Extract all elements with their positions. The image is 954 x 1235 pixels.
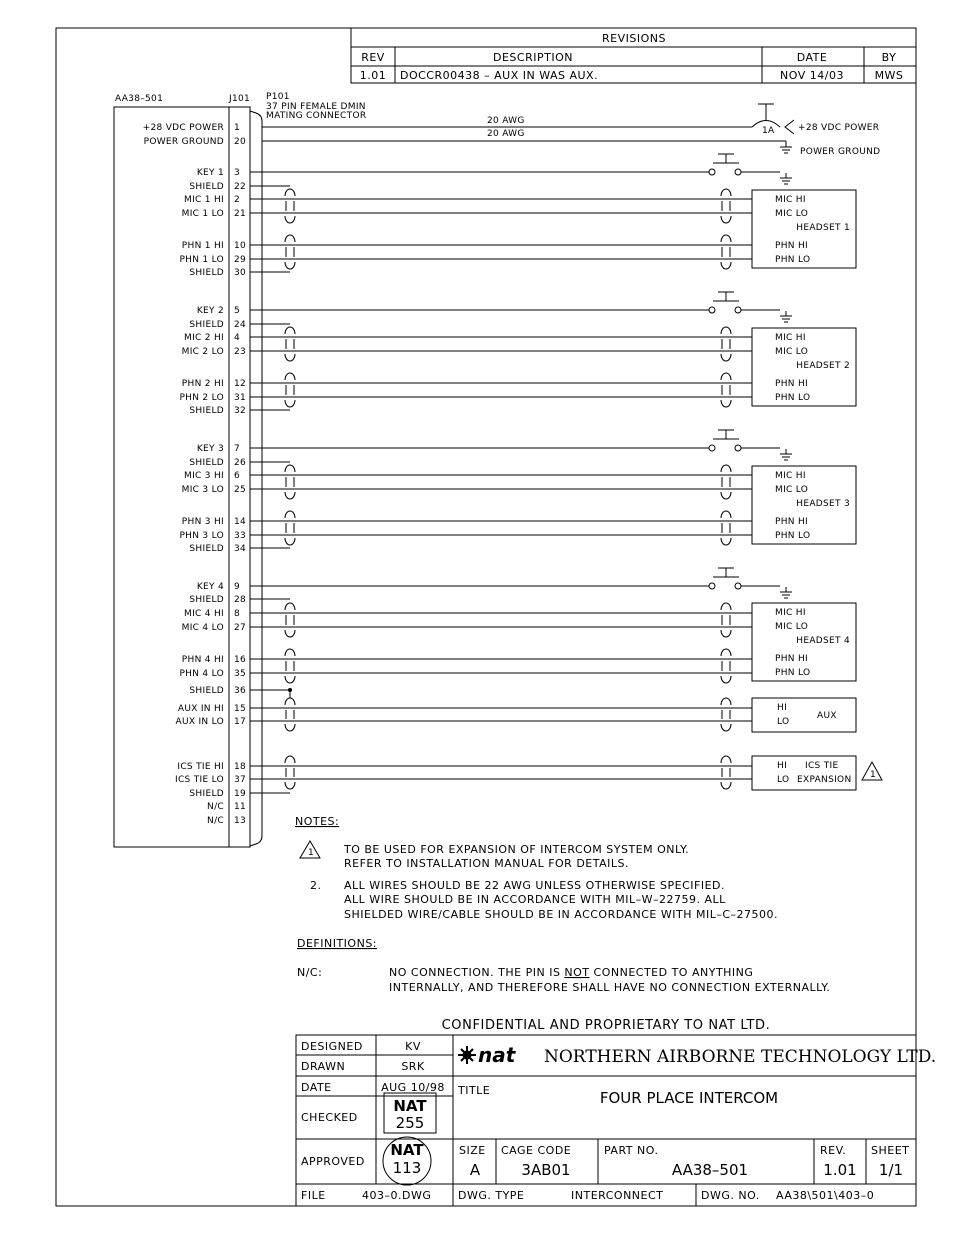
aux-name: AUX [817,711,837,721]
headset-1-phn-lo: PHN LO [775,255,811,265]
headset-2-box [752,328,856,406]
part-value: AA38–501 [671,1161,749,1179]
title-label: TITLE [458,1084,491,1097]
pin-label: SHIELD [189,458,224,468]
pin-label: PHN 2 HI [181,379,224,389]
headset-3-mic-hi: MIC HI [775,471,806,481]
pin-number: 26 [234,458,247,468]
pin-number: 15 [234,704,247,714]
pin-label: MIC 4 HI [184,609,224,619]
pin-label: KEY 4 [196,582,224,592]
revisions-title: REVISIONS [602,32,666,45]
awg-label-1: 20 AWG [487,116,525,126]
headset-4-box [752,603,856,681]
revision-date: NOV 14/03 [780,69,844,82]
pin-label: SHIELD [189,544,224,554]
unit-label: AA38–501 [115,94,164,104]
definition-term: N/C: [297,966,323,979]
pin-label: +28 VDC POWER [142,123,224,133]
file-value: 403–0.DWG [362,1189,432,1202]
nat-logo-icon [458,1046,476,1064]
note-2-line-1: ALL WIRES SHOULD BE 22 AWG UNLESS OTHERWISE SPECIFIED. [344,879,725,892]
size-value: A [469,1161,481,1179]
wiring [250,154,792,793]
pin-number: 5 [234,306,241,316]
aux-hi: HI [777,703,788,713]
pin-number: 14 [234,517,247,527]
drawn-value: SRK [401,1060,425,1073]
note-2-line-3: SHIELDED WIRE/CABLE SHOULD BE IN ACCORDANCE WITH MIL–C–27500. [344,908,779,921]
pin-label: MIC 1 LO [181,209,224,219]
title-block [296,1035,936,1206]
pin-number: 19 [234,789,247,799]
pin-number: 30 [234,268,247,278]
approved-stamp-line-1: NAT [390,1141,424,1159]
nat-logo-text: nat [478,1043,516,1067]
pin-label: ICS TIE LO [175,775,224,785]
pin-number: 6 [234,471,241,481]
dwg-no-label: DWG. NO. [701,1189,760,1202]
aux-box [752,698,856,732]
headset-2-phn-lo: PHN LO [775,393,811,403]
awg-label-2: 20 AWG [487,129,525,139]
size-label: SIZE [459,1144,486,1157]
pin-number: 24 [234,320,247,330]
pin-number: 22 [234,182,247,192]
pin-label: SHIELD [189,686,224,696]
rev-value: 1.01 [823,1161,857,1179]
company-name: NORTHERN AIRBORNE TECHNOLOGY LTD. [544,1047,937,1067]
cage-value: 3AB01 [521,1161,571,1179]
note-2-marker: 2. [310,879,322,892]
pin-number: 18 [234,762,247,772]
pin-number: 12 [234,379,247,389]
ground-label: POWER GROUND [800,147,881,157]
pin-label: SHIELD [189,268,224,278]
pin-number: 28 [234,595,247,605]
pin-number: 27 [234,623,247,633]
ics-hi: HI [777,761,788,771]
revision-by: MWS [874,69,904,82]
headset-2-mic-hi: MIC HI [775,333,806,343]
mating-connector-bracket [250,111,262,846]
dwg-no-value: AA38\501\403–0 [776,1189,875,1202]
definition-line-2: INTERNALLY, AND THEREFORE SHALL HAVE NO CONNECTION EXTERNALLY. [389,981,831,994]
pin-label: MIC 2 HI [184,333,224,343]
sheet-label: SHEET [871,1144,910,1157]
designed-label: DESIGNED [301,1040,363,1053]
note-1-line-1: TO BE USED FOR EXPANSION OF INTERCOM SYSTEM ONLY. [344,843,690,856]
pin-label: PHN 1 HI [181,241,224,251]
pin-number: 31 [234,393,247,403]
pin-number: 32 [234,406,247,416]
headset-4-phn-lo: PHN LO [775,668,811,678]
pin-number: 2 [234,195,241,205]
headset-4-phn-hi: PHN HI [775,654,809,664]
power-label: +28 VDC POWER [798,123,880,133]
headset-3-phn-hi: PHN HI [775,517,809,527]
sheet-value: 1/1 [878,1161,904,1179]
pin-label: N/C [207,802,224,812]
pin-number: 3 [234,168,241,178]
revision-description: DOCCR00438 – AUX IN WAS AUX. [400,69,599,82]
plug-ref: P101 [266,92,290,102]
date-header: DATE [796,51,828,64]
ics-name-1: ICS TIE [805,761,839,771]
note-1-line-2: REFER TO INSTALLATION MANUAL FOR DETAILS. [344,857,629,870]
ics-note-ref: 1 [870,770,877,780]
pin-label: PHN 2 LO [179,393,224,403]
pin-label: PHN 3 HI [181,517,224,527]
part-label: PART NO. [604,1144,659,1157]
headset-3-mic-lo: MIC LO [775,485,809,495]
headset-3-box [752,466,856,544]
headset-1-name: HEADSET 1 [796,223,850,233]
note-2-line-2: ALL WIRE SHOULD BE IN ACCORDANCE WITH MIL–W–22759. ALL [344,893,726,906]
approved-label: APPROVED [301,1155,365,1168]
headset-1-mic-lo: MIC LO [775,209,809,219]
pin-label: SHIELD [189,320,224,330]
file-label: FILE [301,1189,326,1202]
pin-label: PHN 4 LO [179,669,224,679]
pin-label: MIC 3 HI [184,471,224,481]
drawing-title: FOUR PLACE INTERCOM [599,1089,779,1107]
note-1-marker-number: 1 [308,848,315,858]
pin-number: 8 [234,609,241,619]
pin-number: 21 [234,209,247,219]
pin-labels [143,123,246,826]
headset-4-name: HEADSET 4 [796,636,850,646]
plug-line-1: 37 PIN FEMALE DMIN [266,102,366,112]
pin-label: SHIELD [189,406,224,416]
jack-label: J101 [229,94,251,104]
pin-label: MIC 1 HI [184,195,224,205]
pin-number: 20 [234,137,247,147]
ics-name-2: EXPANSION [797,775,852,785]
approved-stamp-line-2: 113 [392,1159,422,1177]
pin-number: 13 [234,816,247,826]
checked-stamp-line-1: NAT [393,1097,427,1115]
pin-number: 33 [234,531,247,541]
pin-number: 25 [234,485,247,495]
aux-lo: LO [777,717,790,727]
pin-label: POWER GROUND [143,137,224,147]
headset-1-box [752,190,856,268]
pin-number: 37 [234,775,247,785]
headset-1-mic-hi: MIC HI [775,195,806,205]
pin-label: MIC 3 LO [181,485,224,495]
pin-label: SHIELD [189,789,224,799]
pin-number: 36 [234,686,247,696]
pin-label: N/C [207,816,224,826]
dwg-type-label: DWG. TYPE [458,1189,525,1202]
pin-label: PHN 1 LO [179,255,224,265]
pin-number: 23 [234,347,247,357]
headset-2-name: HEADSET 2 [796,361,850,371]
checked-stamp-line-2: 255 [395,1114,425,1132]
pin-label: SHIELD [189,595,224,605]
pin-label: PHN 3 LO [179,531,224,541]
pin-number: 11 [234,802,247,812]
pin-number: 34 [234,544,247,554]
pin-number: 35 [234,669,247,679]
cage-label: CAGE CODE [501,1144,572,1157]
revisions-table [351,28,916,83]
headset-1-phn-hi: PHN HI [775,241,809,251]
rev-header: REV [361,51,385,64]
description-header: DESCRIPTION [493,51,573,64]
pin-number: 9 [234,582,241,592]
confidential-notice: CONFIDENTIAL AND PROPRIETARY TO NAT LTD. [441,1018,771,1033]
pin-number: 17 [234,717,247,727]
designed-value: KV [405,1040,421,1053]
pin-label: KEY 3 [196,444,224,454]
fuse-rating: 1A [762,126,775,136]
pin-label: AUX IN HI [177,704,224,714]
dwg-type-value: INTERCONNECT [571,1189,664,1202]
checked-label: CHECKED [301,1111,358,1124]
headset-4-mic-lo: MIC LO [775,622,809,632]
drawn-label: DRAWN [301,1060,346,1073]
pin-number: 7 [234,444,241,454]
revision-rev: 1.01 [359,69,387,82]
pin-number: 29 [234,255,247,265]
date-label: DATE [301,1081,332,1094]
notes-heading: NOTES: [295,815,340,828]
pin-label: ICS TIE HI [177,762,224,772]
plug-line-2: MATING CONNECTOR [266,111,367,121]
definition-line-1: NO CONNECTION. THE PIN IS NOT CONNECTED TO ANYTHING [389,966,754,979]
pin-label: KEY 2 [196,306,224,316]
headset-3-phn-lo: PHN LO [775,531,811,541]
headset-4-mic-hi: MIC HI [775,608,806,618]
pin-label: SHIELD [189,182,224,192]
by-header: BY [881,51,897,64]
date-value: AUG 10/98 [381,1081,445,1094]
headset-2-phn-hi: PHN HI [775,379,809,389]
pin-label: KEY 1 [196,168,224,178]
pin-label: AUX IN LO [175,717,224,727]
ics-lo: LO [777,775,790,785]
pin-number: 4 [234,333,241,343]
pin-number: 16 [234,655,247,665]
definitions-heading: DEFINITIONS: [297,937,378,950]
pin-label: MIC 4 LO [181,623,224,633]
pin-label: MIC 2 LO [181,347,224,357]
pin-number: 10 [234,241,247,251]
pin-label: PHN 4 HI [181,655,224,665]
pin-number: 1 [234,123,241,133]
headset-2-mic-lo: MIC LO [775,347,809,357]
rev-label: REV. [820,1144,847,1157]
ics-box [752,756,882,790]
headset-3-name: HEADSET 3 [796,499,850,509]
